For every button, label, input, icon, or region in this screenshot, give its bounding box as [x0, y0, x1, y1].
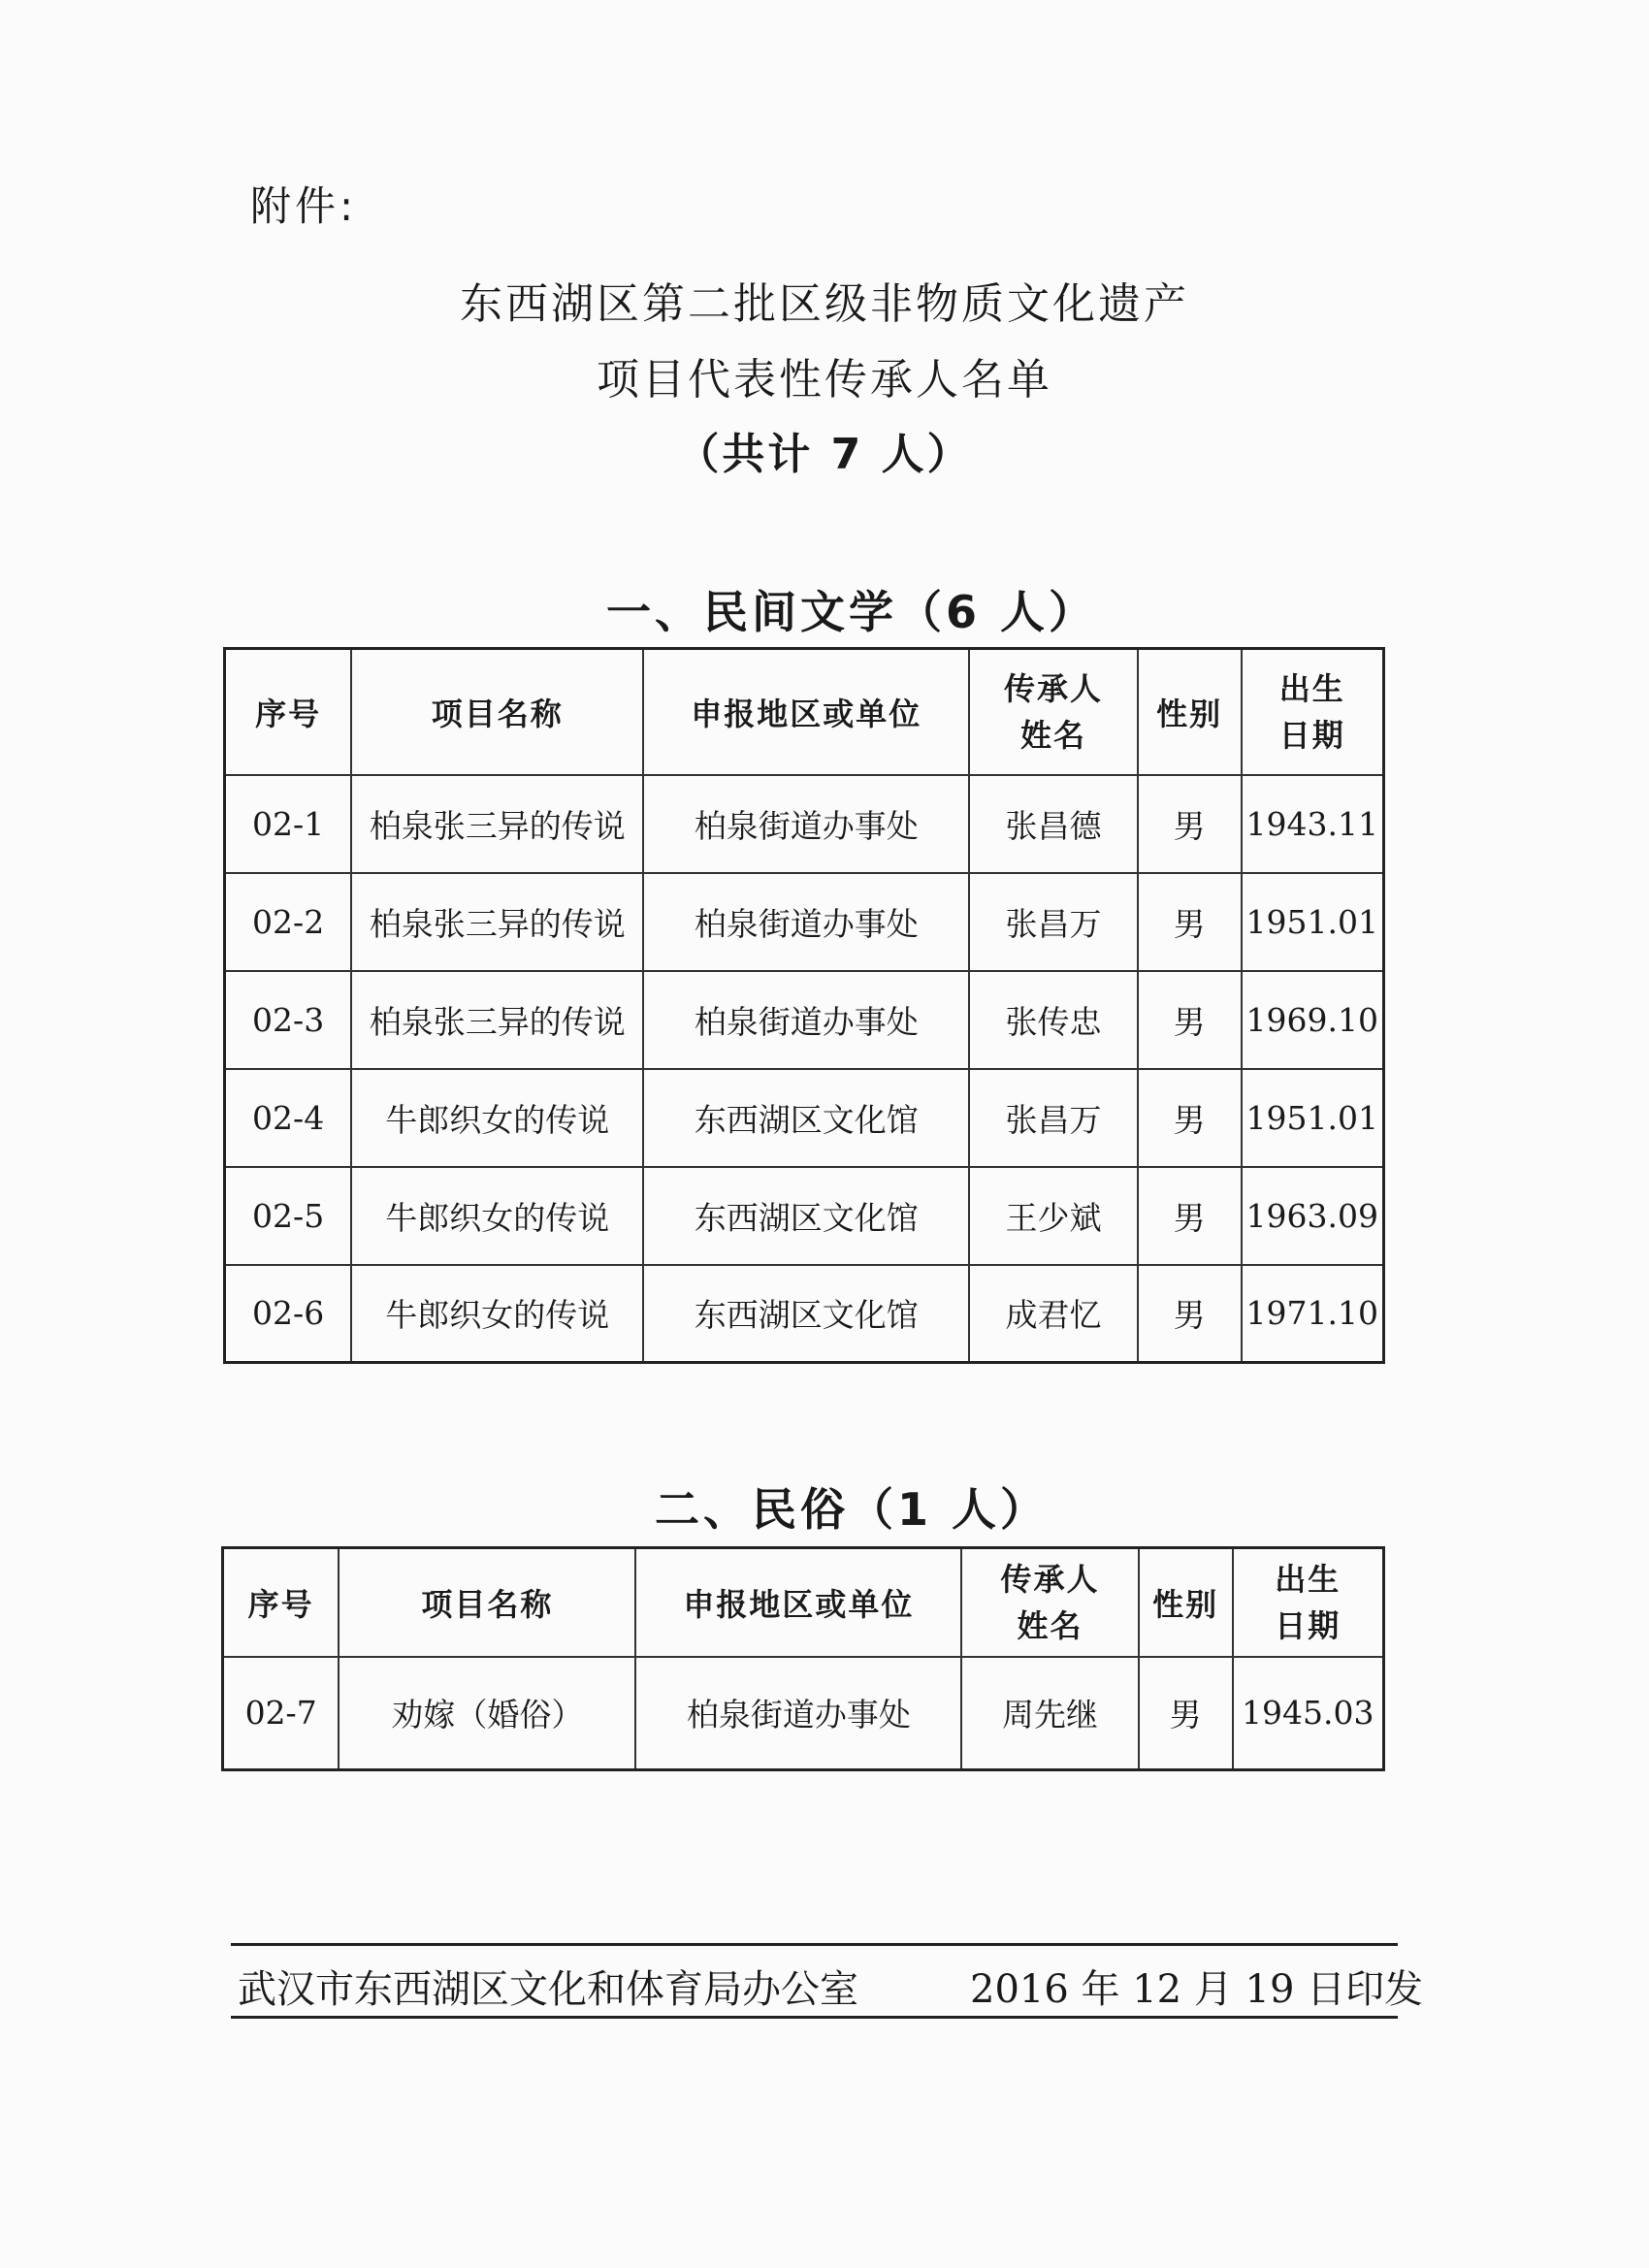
cell-no: 02-1 [225, 775, 352, 873]
cell-unit: 柏泉街道办事处 [643, 873, 969, 971]
col-header-heir: 传承人 姓名 [961, 1548, 1138, 1657]
col-header-born: 出生 日期 [1242, 649, 1384, 775]
cell-project: 牛郎织女的传说 [351, 1265, 643, 1363]
footer-bottom-rule [231, 2016, 1398, 2019]
table-row [223, 1657, 1384, 1770]
col-header-born: 出生 日期 [1233, 1548, 1384, 1657]
cell-born: 1963.09 [1242, 1167, 1384, 1265]
cell-sex: 男 [1138, 1265, 1242, 1363]
col-header-heir: 传承人 姓名 [969, 649, 1138, 775]
cell-no: 02-7 [223, 1657, 340, 1770]
cell-born: 1945.03 [1233, 1657, 1384, 1770]
col-header-no: 序号 [223, 1548, 340, 1657]
cell-sex: 男 [1138, 1069, 1242, 1167]
cell-no: 02-2 [225, 873, 352, 971]
cell-no: 02-6 [225, 1265, 352, 1363]
cell-project: 柏泉张三异的传说 [351, 775, 643, 873]
cell-born: 1951.01 [1242, 873, 1384, 971]
cell-project: 柏泉张三异的传说 [351, 971, 643, 1069]
cell-sex: 男 [1138, 775, 1242, 873]
cell-name: 周先继 [961, 1657, 1138, 1770]
col-header-sex: 性别 [1139, 1548, 1233, 1657]
section-heading-folk-literature: 一、民间文学（6 人） [605, 586, 1098, 638]
cell-sex: 男 [1138, 873, 1242, 971]
cell-project: 劝嫁（婚俗） [339, 1657, 635, 1770]
title-count: （共计 7 人） [676, 430, 973, 479]
cell-unit: 东西湖区文化馆 [643, 1069, 969, 1167]
cell-born: 1943.11 [1242, 775, 1384, 873]
cell-born: 1951.01 [1242, 1069, 1384, 1167]
cell-born: 1971.10 [1242, 1265, 1384, 1363]
cell-project: 牛郎织女的传说 [351, 1069, 643, 1167]
table-row [225, 775, 1384, 873]
cell-name: 成君忆 [969, 1265, 1138, 1363]
cell-name: 张昌万 [969, 873, 1138, 971]
cell-no: 02-3 [225, 971, 352, 1069]
cell-unit: 柏泉街道办事处 [643, 775, 969, 873]
title-line-1: 东西湖区第二批区级非物质文化遗产 [460, 279, 1189, 329]
cell-sex: 男 [1138, 1167, 1242, 1265]
cell-name: 张传忠 [969, 971, 1138, 1069]
cell-no: 02-5 [225, 1167, 352, 1265]
col-header-sex: 性别 [1138, 649, 1242, 775]
col-header-project: 项目名称 [351, 649, 643, 775]
footer-top-rule [231, 1943, 1398, 1946]
cell-unit: 东西湖区文化馆 [643, 1265, 969, 1363]
cell-name: 王少斌 [969, 1167, 1138, 1265]
table-row [225, 1069, 1384, 1167]
section-heading-folk-custom: 二、民俗（1 人） [654, 1483, 1050, 1536]
cell-no: 02-4 [225, 1069, 352, 1167]
cell-unit: 东西湖区文化馆 [643, 1167, 969, 1265]
cell-project: 牛郎织女的传说 [351, 1167, 643, 1265]
cell-name: 张昌万 [969, 1069, 1138, 1167]
table-row [225, 1265, 1384, 1363]
attachment-label: 附件: [250, 182, 358, 230]
table-row [225, 873, 1384, 971]
col-header-no: 序号 [225, 649, 352, 775]
table-header-row [223, 1548, 1384, 1657]
folk-literature-table [223, 647, 1385, 1364]
col-header-project: 项目名称 [339, 1548, 635, 1657]
cell-sex: 男 [1138, 971, 1242, 1069]
cell-unit: 柏泉街道办事处 [635, 1657, 961, 1770]
cell-name: 张昌德 [969, 775, 1138, 873]
cell-born: 1969.10 [1242, 971, 1384, 1069]
footer-issuer: 武汉市东西湖区文化和体育局办公室 [238, 1967, 858, 2012]
table-header-row [225, 649, 1384, 775]
footer-date: 2016 年 12 月 19 日印发 [970, 1967, 1424, 2012]
table-row [225, 971, 1384, 1069]
table-row [225, 1167, 1384, 1265]
cell-sex: 男 [1139, 1657, 1233, 1770]
cell-project: 柏泉张三异的传说 [351, 873, 643, 971]
col-header-unit: 申报地区或单位 [643, 649, 969, 775]
folk-custom-table [221, 1546, 1385, 1771]
title-line-2: 项目代表性传承人名单 [597, 355, 1052, 405]
cell-unit: 柏泉街道办事处 [643, 971, 969, 1069]
col-header-unit: 申报地区或单位 [635, 1548, 961, 1657]
